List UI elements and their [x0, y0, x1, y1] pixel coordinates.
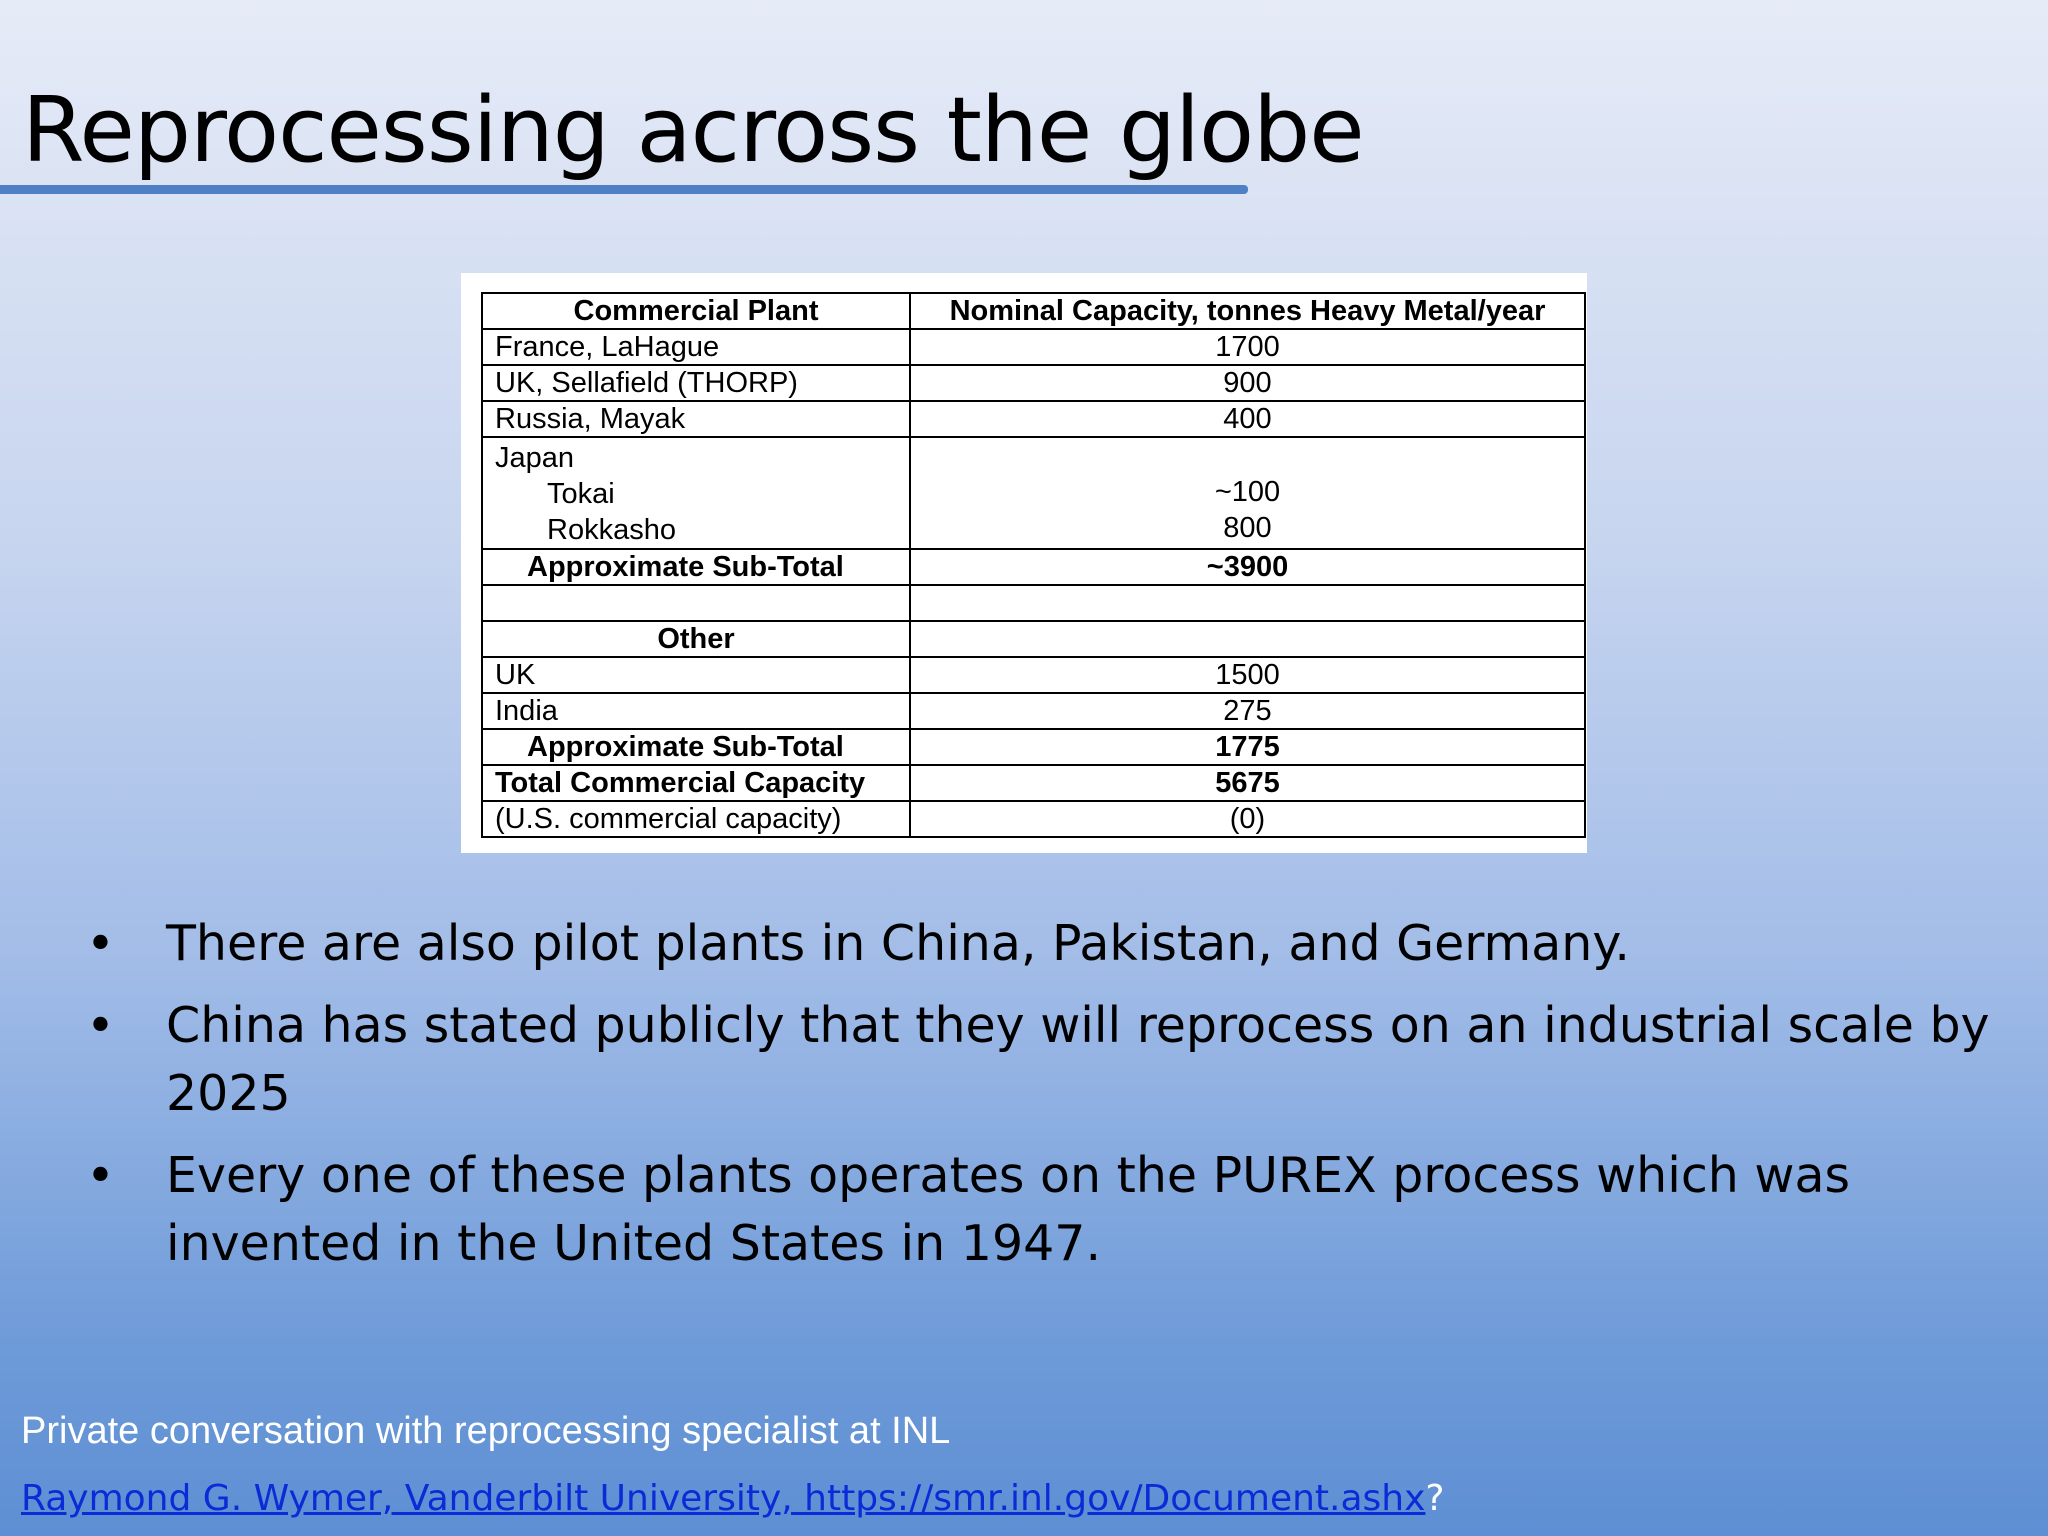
us-row [482, 801, 1585, 837]
capacity-table-panel [461, 273, 1587, 853]
capacity-cell: 1500 [910, 657, 1585, 693]
japan-cell [482, 437, 910, 549]
total-label: Total Commercial Capacity [482, 765, 910, 801]
other-header-row [482, 621, 1585, 657]
bullet-dot: • [86, 915, 115, 972]
empty-row [482, 585, 1585, 621]
capacity-cell: 1700 [910, 329, 1585, 365]
table-row-japan [482, 437, 1585, 549]
japan-label: Japan [495, 442, 575, 474]
capacity-cell: 400 [910, 401, 1585, 437]
table-row [482, 657, 1585, 693]
plant-tokai: Tokai [547, 478, 615, 510]
plant-cell: UK, Sellafield (THORP) [482, 365, 910, 401]
subtotal-label: Approximate Sub-Total [482, 729, 910, 765]
us-label: (U.S. commercial capacity) [482, 801, 910, 837]
table-row [482, 401, 1585, 437]
list-item [86, 910, 2006, 978]
list-item [86, 992, 2006, 1128]
table-header-row [482, 293, 1585, 329]
table-row [482, 365, 1585, 401]
capacity-table [481, 292, 1586, 838]
list-item [86, 1142, 2006, 1278]
plant-cell: UK [482, 657, 910, 693]
bullet-text: Every one of these plants operates on the PUREX process which was invented in the United States in 1947. [166, 1147, 1851, 1272]
bullet-text: China has stated publicly that they will reprocess on an industrial scale by 2025 [166, 997, 1990, 1122]
empty-cell [910, 621, 1585, 657]
capacity-cell: 275 [910, 693, 1585, 729]
source-trailing: ? [1425, 1478, 1445, 1519]
plant-cell: France, LaHague [482, 329, 910, 365]
table-row [482, 329, 1585, 365]
source-link[interactable]: Raymond G. Wymer, Vanderbilt University, https://smr.inl.gov/Document.ashx [21, 1478, 1426, 1519]
total-row [482, 765, 1585, 801]
subtotal-row [482, 549, 1585, 585]
source-citation [21, 1478, 1445, 1519]
bullet-list [86, 910, 2006, 1292]
table-row [482, 693, 1585, 729]
bullet-dot: • [86, 997, 115, 1054]
title-underline [0, 185, 1248, 194]
us-value: (0) [910, 801, 1585, 837]
bullet-text: There are also pilot plants in China, Pakistan, and Germany. [166, 915, 1630, 972]
header-capacity: Nominal Capacity, tonnes Heavy Metal/year [910, 293, 1585, 329]
empty-cell [910, 585, 1585, 621]
subtotal-label: Approximate Sub-Total [482, 549, 910, 585]
plant-rokkasho: Rokkasho [547, 514, 676, 546]
subtotal-value: ~3900 [910, 549, 1585, 585]
capacity-tokai: ~100 [1214, 476, 1281, 508]
capacity-cell: 900 [910, 365, 1585, 401]
japan-capacity-cell [910, 437, 1585, 549]
bullet-dot: • [86, 1147, 115, 1204]
subtotal-value: 1775 [910, 729, 1585, 765]
subtotal-row [482, 729, 1585, 765]
plant-cell: Russia, Mayak [482, 401, 910, 437]
slide-title: Reprocessing across the globe [22, 78, 1364, 183]
source-note: Private conversation with reprocessing specialist at INL [21, 1410, 951, 1452]
other-header: Other [482, 621, 910, 657]
total-value: 5675 [910, 765, 1585, 801]
plant-cell: India [482, 693, 910, 729]
capacity-rokkasho: 800 [1223, 512, 1272, 544]
header-plant: Commercial Plant [482, 293, 910, 329]
empty-cell [482, 585, 910, 621]
